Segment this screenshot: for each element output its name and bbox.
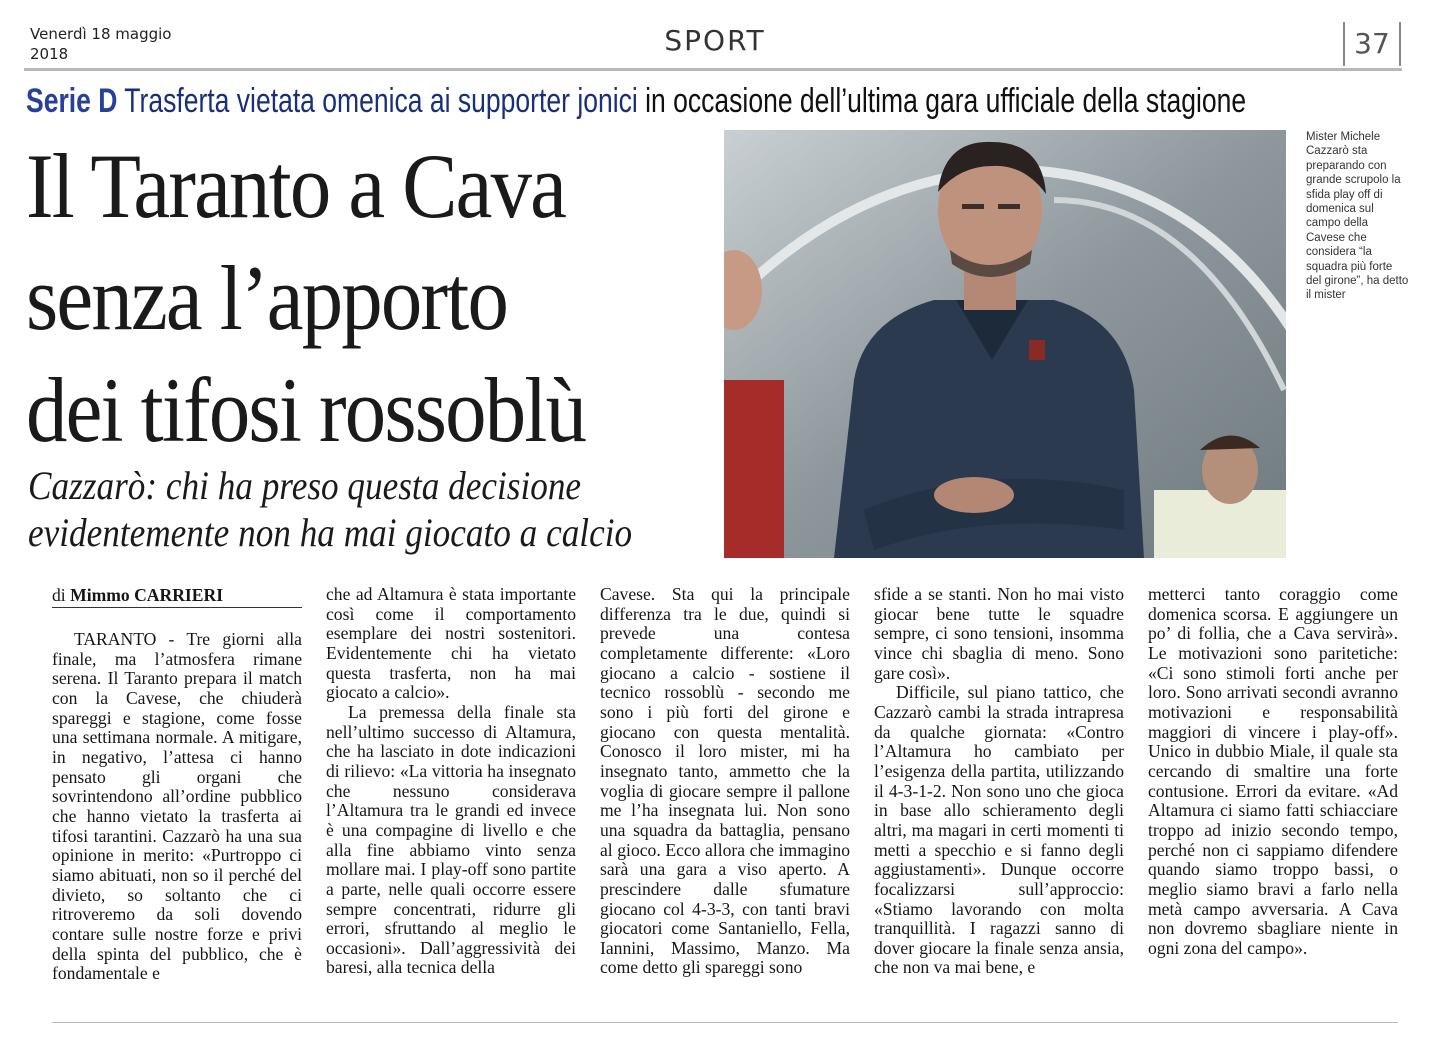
paragraph: Difficile, sul piano tattico, che Cazzarò cambi la strada intrapresa da qualche giornata: «Contro l’Altamura ho cambiato per l’esigenza della partita, utilizzando il 4-3-1-2. Non sono uno che gioca in base allo schieramento degli altri, ma magari in certi momenti ti metti a specchio e si fanno degli aggiustamenti». Dunque occorre focalizzarsi sull’approccio: «Stiamo lavorando con molta tranquillità. I ragazzi sanno di dover giocare la finale senza ansia, che non va mai bene, e: [874, 682, 1124, 978]
subheadline: [28, 462, 718, 556]
masthead-rule: [24, 68, 1402, 71]
article-column-2: [326, 585, 576, 978]
headline-line: Il Taranto a Cava: [26, 135, 566, 237]
article-photo: [724, 130, 1286, 558]
kicker-text-dark: in occasione dell’ultima gara ufficiale della stagione: [645, 82, 1247, 120]
issue-date-day: Venerdì 18 maggio: [30, 25, 172, 43]
headline-line: dei tifosi rossoblù: [26, 359, 586, 461]
byline: [52, 585, 302, 608]
article-column-3: [600, 585, 850, 978]
coach-photo-illustration: [724, 130, 1286, 558]
headline-line: senza l’apporto: [26, 247, 508, 349]
paragraph: Cavese. Sta qui la principale differenza tra le due, quindi si prevede una contesa completamente differente: «Loro giocano a calcio - sostiene il tecnico rossoblù - secondo me sono i più forti del girone e giocano con questa mentalità. Conosco il loro mister, mi ha insegnato tanto, ammetto che la voglia di giocare sempre il pallone me l’ha insegnata lui. Non sono una squadra da battaglia, pensano al gioco. Ecco allora che immagino sarà una gara a viso aperto. A prescindere dalle sfumature giocano col 4-3-3, con tanti bravi giocatori come Santaniello, Fella, Iannini, Massimo, Manzo. Ma come detto gli spareggi sono: [600, 584, 850, 978]
article-column-5: [1148, 585, 1398, 958]
paragraph: metterci tanto coraggio come domenica scorsa. E aggiungere un po’ di follia, che a Cava servirà». Le motivazioni sono paritetiche: «Ci sono stimoli forti anche per loro. Sono arrivati secondi avranno motivazioni e responsabilità maggiori di vincere i play-off». Unico in dubbio Miale, il quale sta cercando di smaltire una forte contusione. Errori da evitare. «Ad Altamura ci siamo fatti schiacciare troppo ad inizio secondo tempo, perché non ci sappiamo difendere quando siamo troppo bassi, o meglio siamo bravi a farlo nella metà campo avversaria. A Cava non dovremo sbagliare niente in ogni zona del campo».: [1148, 584, 1398, 958]
subheadline-line: Cazzarò: chi ha preso questa decisione: [28, 463, 582, 508]
paragraph: che ad Altamura è stata importante così come il comportamento esemplare dei nostri sostenitori. Evidentemente chi ha vietato questa trasferta, non ha mai giocato a calcio».: [326, 584, 576, 703]
paragraph: sfide a se stanti. Non ho mai visto giocar bene tutte le squadre sempre, ci sono tensioni, insomma vince chi sbaglia di meno. Sono gare così».: [874, 584, 1124, 683]
paragraph: TARANTO - Tre giorni alla finale, ma l’atmosfera rimane serena. Il Taranto prepara il match con la Cavese, che chiuderà spareggi e stagione, come fosse una settimana normale. A mitigare, in negativo, l’attesa ci hanno pensato gli organi che sovrintendono all’ordine pubblico che hanno vietato la trasferta ai tifosi tarantini. Cazzarò ha una sua opinione in merito: «Purtroppo ci siamo abituati, non so il perché del divieto, so soltanto che ci ritroveremo da soli dovendo contare sulle nostre forze e privi della spinta del pubblico, che è fondamentale e: [52, 629, 302, 984]
paragraph: La premessa della finale sta nell’ultimo successo di Altamura, che ha lasciato in dote indicazioni di rilievo: «La vittoria ha insegnato che nessuno considerava l’Altamura tra le grandi ed invece è una compagine di livello e che alla fine abbiamo vinto senza mollare mai. I play-off sono partite a parte, nelle quali occorre essere sempre concentrati, ridurre gli errori, sfruttando al meglio le occasioni». Dall’aggressività dei baresi, alla tecnica della: [326, 701, 576, 978]
photo-caption: Mister Michele Cazzarò sta preparando con grande scrupolo la sfida play off di domenica sul campo della Cavese che considera “la squadra più forte del girone”, ha detto il mister: [1306, 131, 1409, 302]
article-column-4: [874, 585, 1124, 978]
footer-rule: [52, 1022, 1398, 1023]
byline-author: Mimmo CARRIERI: [70, 585, 224, 605]
headline: [26, 130, 716, 466]
kicker: [26, 78, 1247, 124]
issue-date-year: 2018: [30, 45, 69, 63]
kicker-label: Serie D: [26, 82, 118, 120]
kicker-text: Trasferta vietata omenica ai supporter jonici: [124, 82, 638, 120]
page-number: 37: [1343, 22, 1401, 66]
subheadline-line: evidentemente non ha mai giocato a calcio: [28, 510, 633, 555]
section-title: SPORT: [664, 24, 766, 57]
byline-prefix: di: [52, 585, 66, 605]
article-column-1: [52, 585, 302, 984]
